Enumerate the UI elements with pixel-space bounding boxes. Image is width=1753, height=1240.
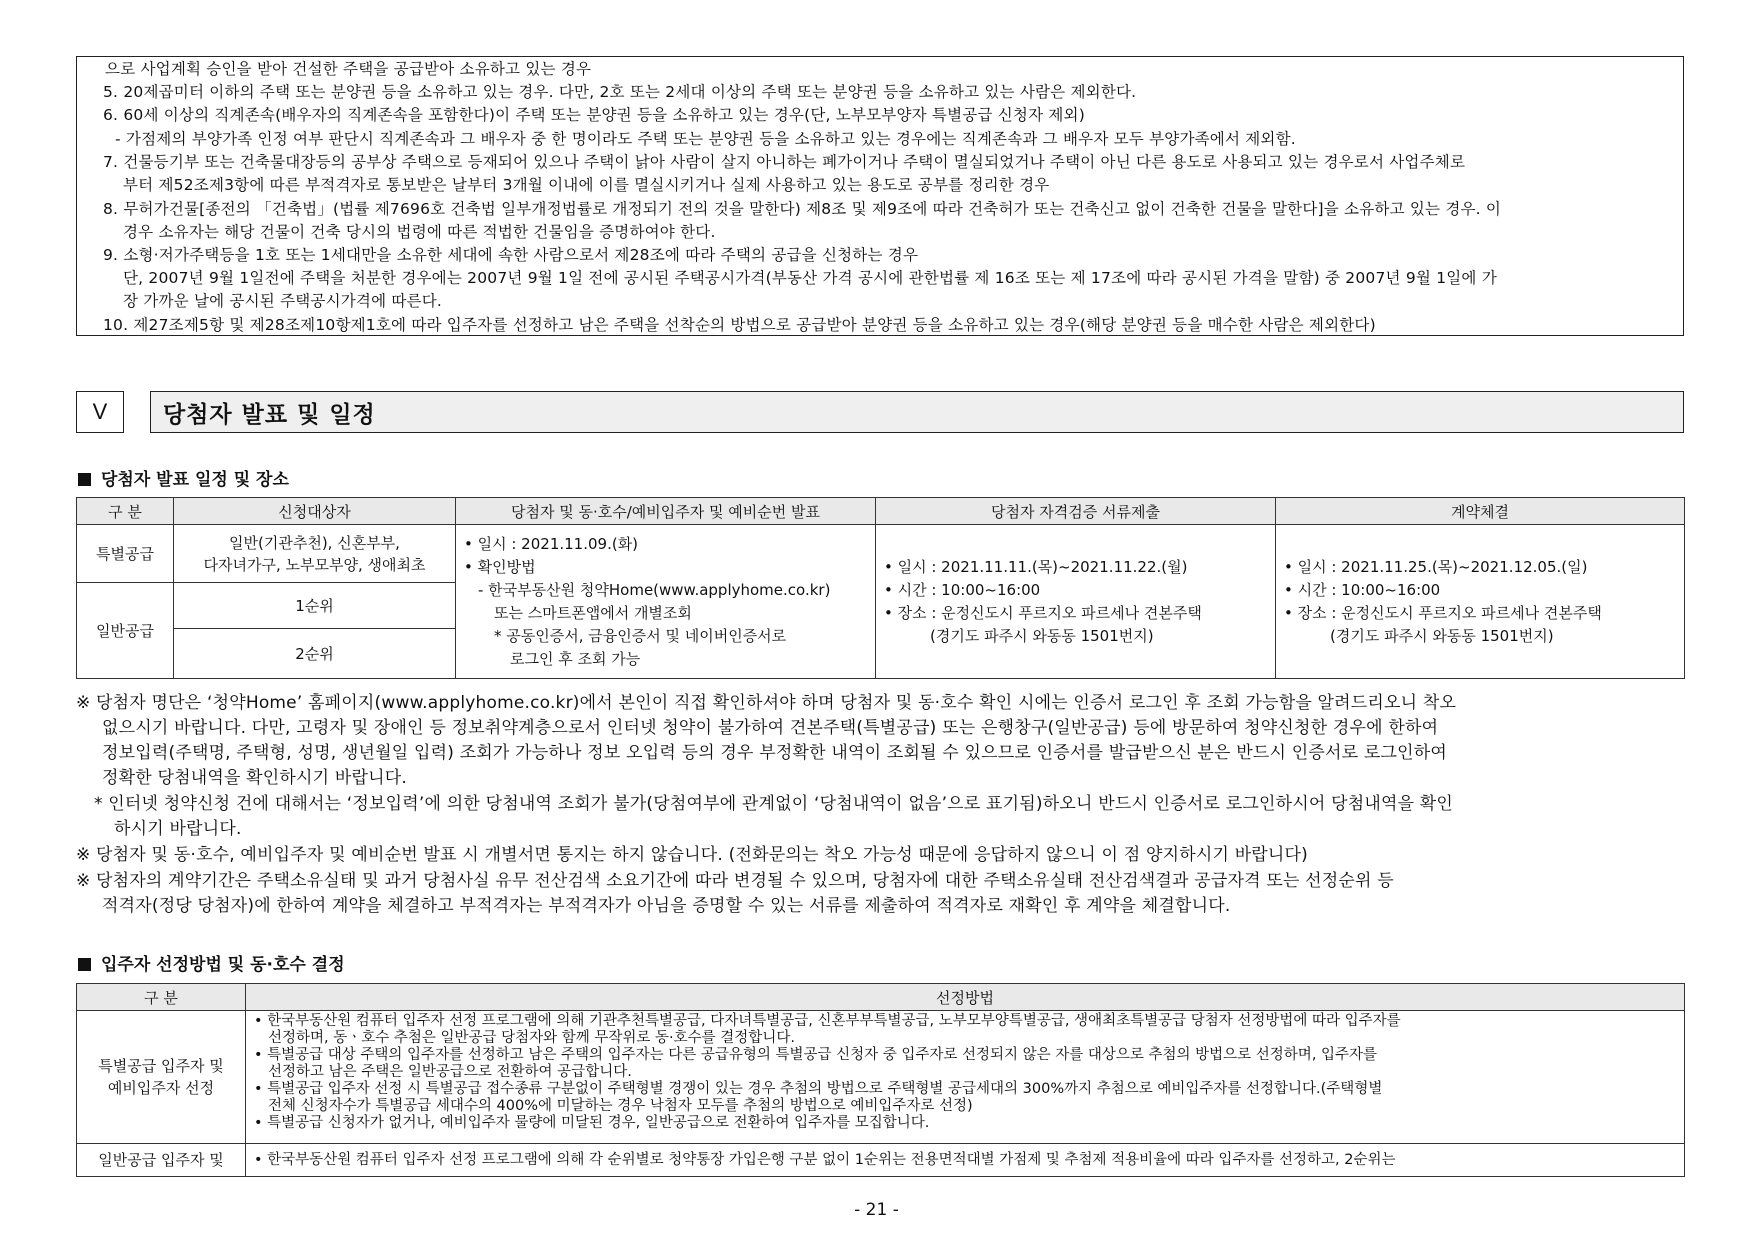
- table-row: [77, 525, 1685, 583]
- exception-line: 경우 소유자는 해당 건물이 건축 당시의 법령에 따른 적법한 건물임을 증명하여야 한다.: [123, 223, 716, 241]
- section-title-bar: [150, 391, 1684, 433]
- table-row: [77, 1144, 1685, 1177]
- col-header-category: 구 분: [77, 498, 174, 525]
- note-line: ※ 당첨자 및 동·호수, 예비입주자 및 예비순번 발표 시 개별서면 통지는 하지 않습니다. (전화문의는 착오 가능성 때문에 응답하지 않으니 이 점 양지하시기 바랍니다): [76, 845, 1309, 865]
- col-header-announcement: 당첨자 및 동·호수/예비입주자 및 예비순번 발표: [456, 498, 876, 525]
- note-line: 하시기 바랍니다.: [114, 819, 242, 839]
- document-submission-details: • 일시 : 2021.11.11.(목)~2021.11.22.(월) • 시간 : 10:00~16:00 • 장소 : 운정신도시 푸르지오 파르세나 견본주택 (경기도 파주시 와동동 1501번지): [876, 525, 1276, 679]
- exception-line: 5. 20제곱미터 이하의 주택 또는 분양권 등을 소유하고 있는 경우. 다만, 2호 또는 2세대 이상의 주택 또는 분양권 등을 소유하고 있는 사람은 제외한다.: [103, 83, 1137, 101]
- subheading-selection: [78, 950, 345, 975]
- page-number: - 21 -: [854, 1200, 899, 1220]
- exception-line: 6. 60세 이상의 직계존속(배우자의 직계존속을 포함한다)이 주택 또는 분양권 등을 소유하고 있는 경우(단, 노부모부양자 특별공급 신청자 제외): [103, 106, 1085, 124]
- contract-details: • 일시 : 2021.11.25.(목)~2021.12.05.(일) • 시간 : 10:00~16:00 • 장소 : 운정신도시 푸르지오 파르세나 견본주택 (경기도 파주시 와동동 1501번지): [1276, 525, 1685, 679]
- note-line: 정보입력(주택명, 주택형, 성명, 생년월일 입력) 조회가 가능하나 정보 오입력 등의 경우 부정확한 내역이 조회될 수 있으므로 인증서를 발급받으신 분은 반드시 인증서로 로그인하여: [102, 743, 1447, 763]
- col-header-category: 구 분: [77, 984, 246, 1011]
- rank-1-label: 1순위: [174, 583, 456, 629]
- general-supply-label: 일반공급: [77, 583, 174, 679]
- announcement-details: • 일시 : 2021.11.09.(화) • 확인방법 - 한국부동산원 청약Home(www.applyhome.co.kr) 또는 스마트폰앱에서 개별조회 * 공동인증서, 금융인증서 및 네이버인증서로 로그인 후 조회 가능: [456, 525, 876, 679]
- section-title: 당첨자 발표 및 일정: [163, 401, 376, 428]
- subheading-text: 입주자 선정방법 및 동·호수 결정: [101, 955, 345, 975]
- exception-line: - 가점제의 부양가족 인정 여부 판단시 직계존속과 그 배우자 중 한 명이라도 주택 또는 분양권 등을 소유하고 있는 경우에는 직계존속과 그 배우자 모두 부양가족에서 제외함.: [115, 130, 1296, 148]
- note-line: 적격자(정당 당첨자)에 한하여 계약을 체결하고 부적격자는 부적격자가 아님을 증명할 수 있는 서류를 제출하여 적격자로 재확인 후 계약을 체결합니다.: [102, 896, 1231, 916]
- square-bullet-icon: [78, 958, 91, 971]
- col-header-document-submission: 당첨자 자격검증 서류제출: [876, 498, 1276, 525]
- note-line: 정확한 당첨내역을 확인하시기 바랍니다.: [102, 768, 407, 788]
- note-line: ※ 당첨자의 계약기간은 주택소유실태 및 과거 당첨사실 유무 전산검색 소요기간에 따라 변경될 수 있으며, 당첨자에 대한 주택소유실태 전산검색결과 공급자격 또는 선정순위 등: [76, 871, 1394, 891]
- general-selection-method: • 한국부동산원 컴퓨터 입주자 선정 프로그램에 의해 각 순위별로 청약통장 가입은행 구분 없이 1순위는 전용면적대별 가점제 및 추첨제 적용비율에 따라 입주자를 선정하고, 2순위는: [246, 1144, 1685, 1177]
- col-header-target: 신청대상자: [174, 498, 456, 525]
- col-header-method: 선정방법: [246, 984, 1685, 1011]
- square-bullet-icon: [78, 473, 91, 486]
- exception-line: 9. 소형·저가주택등을 1호 또는 1세대만을 소유한 세대에 속한 사람으로서 제28조에 따라 주택의 공급을 신청하는 경우: [103, 246, 919, 264]
- special-supply-targets: 일반(기관추천), 신혼부부, 다자녀가구, 노부모부양, 생애최초: [174, 525, 456, 583]
- note-line: ※ 당첨자 명단은 ‘청약Home’ 홈페이지(www.applyhome.co.kr)에서 본인이 직접 확인하셔야 하며 당첨자 및 동·호수 확인 시에는 인증서 로그인 후 조회 가능함을 알려드리오니 착오: [76, 693, 1457, 713]
- subheading-text: 당첨자 발표 일정 및 장소: [101, 470, 289, 490]
- special-selection-method: • 한국부동산원 컴퓨터 입주자 선정 프로그램에 의해 기관추천특별공급, 다자녀특별공급, 신혼부부특별공급, 노부모부양특별공급, 생애최초특별공급 당첨자 선정방법에 따라 입주자를 선정하며, 동ㆍ호수 추첨은 일반공급 당첨자와 함께 무작위로 동·호수를 결정합니다. • 특별공급 대상 주택의 입주자를 선정하고 남은 주택의 입주자는 다른 공급유형의 특별공급 신청자 중 입주자로 선정되지 않은 자를 대상으로 추첨의 방법으로 선정하며, 입주자를 선정하고 남은 주택은 일반공급으로 전환하여 공급합니다. • 특별공급 입주자 선정 시 특별공급 접수종류 구분없이 주택형별 경쟁이 있는 경우 추첨의 방법으로 주택형별 공급세대의 300%까지 추첨으로 예비입주자를 선정합니다.(주택형별 전체 신청자수가 특별공급 세대수의 400%에 미달하는 경우 낙첨자 모두를 추첨의 방법으로 예비입주자로 선정) • 특별공급 신청자가 없거나, 예비입주자 물량에 미달된 경우, 일반공급으로 전환하여 입주자를 모집합니다.: [246, 1011, 1685, 1144]
- exception-line: 10. 제27조제5항 및 제28조제10항제1호에 따라 입주자를 선정하고 남은 주택을 선착순의 방법으로 공급받아 분양권 등을 소유하고 있는 경우(해당 분양권 등을 매수한 사람은 제외한다): [103, 316, 1376, 334]
- announcement-schedule-table: [76, 497, 1685, 679]
- exception-line: 장 가까운 날에 공시된 주택공시가격에 따른다.: [123, 292, 443, 310]
- note-line: * 인터넷 청약신청 건에 대해서는 ‘정보입력’에 의한 당첨내역 조회가 불가(당첨여부에 관계없이 ‘당첨내역이 없음’으로 표기됨)하오니 반드시 인증서로 로그인하시어 당첨내역을 확인: [94, 794, 1454, 814]
- general-selection-label: 일반공급 입주자 및: [77, 1144, 246, 1177]
- special-selection-label: 특별공급 입주자 및 예비입주자 선정: [77, 1011, 246, 1144]
- note-line: 없으시기 바랍니다. 다만, 고령자 및 장애인 등 정보취약계층으로서 인터넷 청약이 불가하여 견본주택(특별공급) 또는 은행창구(일반공급) 등에 방문하여 청약신청한 경우에 한하여: [102, 718, 1439, 738]
- table-header-row: [77, 984, 1685, 1011]
- exception-line: 단, 2007년 9월 1일전에 주택을 처분한 경우에는 2007년 9월 1일 전에 공시된 주택공시가격(부동산 가격 공시에 관한법률 제 16조 또는 제 17조에 따라 공시된 가격을 말함) 중 2007년 9월 1일에 가: [123, 269, 1497, 287]
- exception-line: 7. 건물등기부 또는 건축물대장등의 공부상 주택으로 등재되어 있으나 주택이 낡아 사람이 살지 아니하는 폐가이거나 주택이 멸실되었거나 주택이 아닌 다른 용도로 사용되고 있는 경우로서 사업주체로: [103, 153, 1466, 171]
- rank-2-label: 2순위: [174, 629, 456, 679]
- selection-method-table: [76, 983, 1685, 1177]
- table-row: [77, 1011, 1685, 1144]
- section-number: V: [76, 391, 124, 433]
- subheading-schedule: [78, 465, 289, 490]
- exception-line: 으로 사업계획 승인을 받아 건설한 주택을 공급받아 소유하고 있는 경우: [105, 60, 592, 78]
- table-header-row: [77, 498, 1685, 525]
- special-supply-label: 특별공급: [77, 525, 174, 583]
- eligibility-exception-box: [76, 56, 1684, 336]
- exception-line: 8. 무허가건물[종전의 「건축법」(법률 제7696호 건축법 일부개정법률로 개정되기 전의 것을 말한다) 제8조 및 제9조에 따라 건축허가 또는 건축신고 없이 건축한 건물을 말한다]을 소유하고 있는 경우. 이: [103, 200, 1502, 218]
- exception-line: 부터 제52조제3항에 따른 부적격자로 통보받은 날부터 3개월 이내에 이를 멸실시키거나 실제 사용하고 있는 용도로 공부를 정리한 경우: [123, 176, 1050, 194]
- col-header-contract: 계약체결: [1276, 498, 1685, 525]
